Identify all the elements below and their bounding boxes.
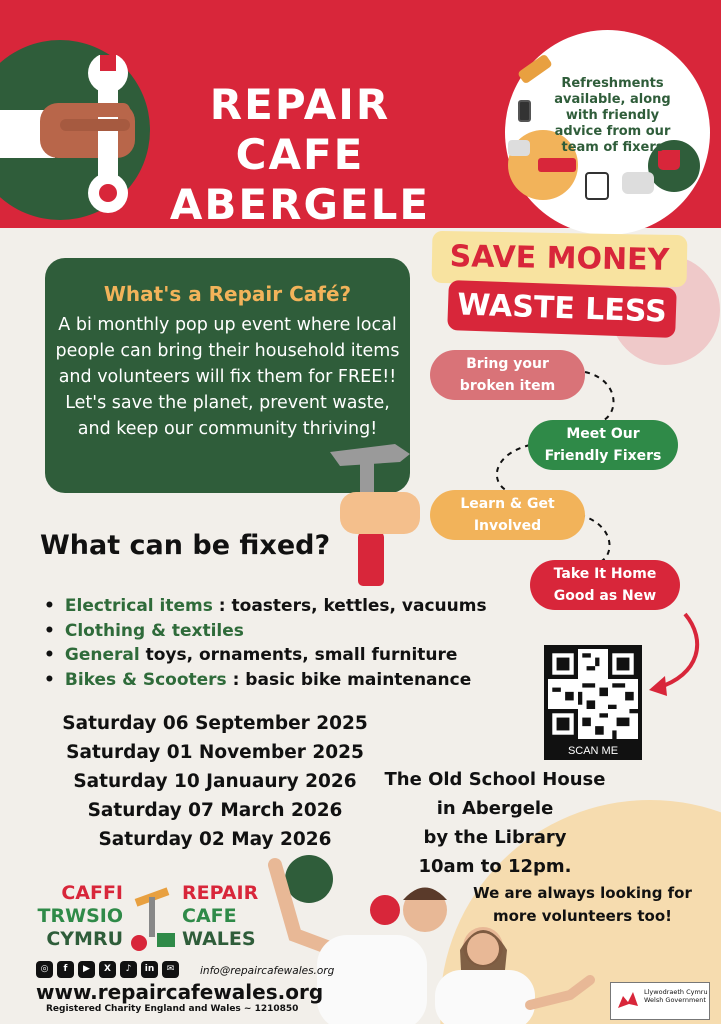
about-title: What's a Repair Café?: [103, 282, 352, 306]
step-3-line-2: Involved: [473, 518, 542, 534]
step-bring-item: [430, 350, 585, 400]
waste-less-banner: [447, 280, 677, 338]
logo-line: CYMRU: [46, 928, 123, 950]
item-highlight: Electrical items: [64, 596, 213, 616]
date-item: Saturday 06 September 2025: [62, 713, 368, 734]
x-icon[interactable]: X: [99, 961, 116, 978]
step-3-line-1: Learn & Get: [460, 496, 555, 512]
title-line-1: REPAIR CAFE: [209, 80, 391, 179]
tools-cluster-icon: [125, 885, 180, 955]
volunteers-line-2: more volunteers too!: [493, 907, 672, 925]
contact-email[interactable]: info@repaircafewales.org: [200, 965, 335, 977]
refreshments-text: Refreshments available, along with friendly advice from our team of fixers: [554, 76, 671, 155]
facebook-icon[interactable]: f: [57, 961, 74, 978]
toaster-icon: [622, 172, 654, 194]
caffi-trwsio-logo: [28, 882, 123, 951]
fixable-list: [44, 594, 524, 692]
step-2-line-1: Meet Our: [566, 426, 640, 442]
repair-cafe-wales-logo: [182, 882, 277, 951]
instagram-icon[interactable]: ◎: [36, 961, 53, 978]
date-item: Saturday 02 May 2026: [98, 829, 332, 850]
item-text: : toasters, kettles, vacuums: [212, 596, 487, 616]
welsh-gov-text: Llywodraeth Cymru Welsh Government: [644, 988, 708, 1004]
logo-line: CAFFI: [61, 882, 123, 904]
item-highlight: General: [64, 645, 140, 665]
item-text: : basic bike maintenance: [226, 669, 472, 690]
venue-line-1: The Old School House: [384, 769, 606, 790]
tiktok-icon[interactable]: ♪: [120, 961, 137, 978]
charity-number: Registered Charity England and Wales ~ 1210850: [46, 1004, 299, 1014]
mixer-icon: [508, 140, 530, 156]
volunteers-line-1: We are always looking for: [473, 884, 692, 902]
venue-line-2: in Abergele: [436, 798, 554, 819]
youtube-icon[interactable]: ▶: [78, 961, 95, 978]
save-money-text: SAVE MONEY: [449, 239, 670, 278]
social-icons: [36, 961, 179, 978]
step-4-line-2: Good as New: [553, 588, 657, 604]
scan-me-label: SCAN ME: [544, 742, 642, 760]
save-money-banner: [432, 231, 688, 287]
waste-less-text: WASTE LESS: [456, 287, 668, 330]
drill-icon: [538, 158, 576, 172]
page-title: [150, 80, 450, 228]
item-text: toys, ornaments, small furniture: [139, 645, 458, 665]
email-icon[interactable]: ✉: [162, 961, 179, 978]
logo-line: TRWSIO: [37, 905, 123, 927]
hammer-hand-icon: [320, 440, 430, 590]
kettle-icon: [585, 172, 609, 200]
date-item: Saturday 10 Januaury 2026: [73, 771, 357, 792]
item-highlight: Clothing & textiles: [64, 620, 244, 641]
arrow-icon: [645, 610, 715, 700]
title-line-2: ABERGELE: [169, 180, 431, 228]
about-body: A bi monthly pop up event where local people can bring their household items and volunteers will fix them for FREE!! Let's save the planet, prevent waste, and keep our community thriving!: [55, 315, 400, 439]
date-item: Saturday 07 March 2026: [87, 800, 343, 821]
website-link[interactable]: www.repaircafewales.org: [36, 980, 324, 1004]
dragon-icon: [615, 988, 641, 1014]
welsh-government-logo: [610, 982, 710, 1020]
venue-line-4: 10am to 12pm.: [418, 856, 572, 877]
logo-line: REPAIR: [182, 882, 259, 904]
logo-line: WALES: [182, 928, 256, 950]
linkedin-icon[interactable]: in: [141, 961, 158, 978]
step-4-line-1: Take It Home: [553, 566, 657, 582]
step-1-line-2: broken item: [459, 378, 556, 394]
date-item: Saturday 01 November 2025: [66, 742, 364, 763]
list-item: [44, 668, 524, 693]
dates-list: [40, 709, 390, 854]
step-learn-involved: [430, 490, 585, 540]
qr-pattern: [548, 649, 638, 739]
qr-code[interactable]: [544, 645, 642, 743]
step-take-home: [530, 560, 680, 610]
hand-wrench-icon: [0, 55, 150, 225]
logo-line: CAFE: [182, 905, 237, 927]
venue-line-3: by the Library: [423, 827, 567, 848]
step-2-line-2: Friendly Fixers: [544, 448, 662, 464]
step-meet-fixers: [528, 420, 678, 470]
fixable-title: What can be fixed?: [40, 530, 331, 561]
list-item: [44, 594, 524, 619]
item-highlight: Bikes & Scooters: [64, 669, 227, 690]
phone-icon: [518, 100, 531, 122]
list-item: [44, 643, 524, 668]
list-item: [44, 619, 524, 644]
step-1-line-1: Bring your: [466, 356, 549, 372]
